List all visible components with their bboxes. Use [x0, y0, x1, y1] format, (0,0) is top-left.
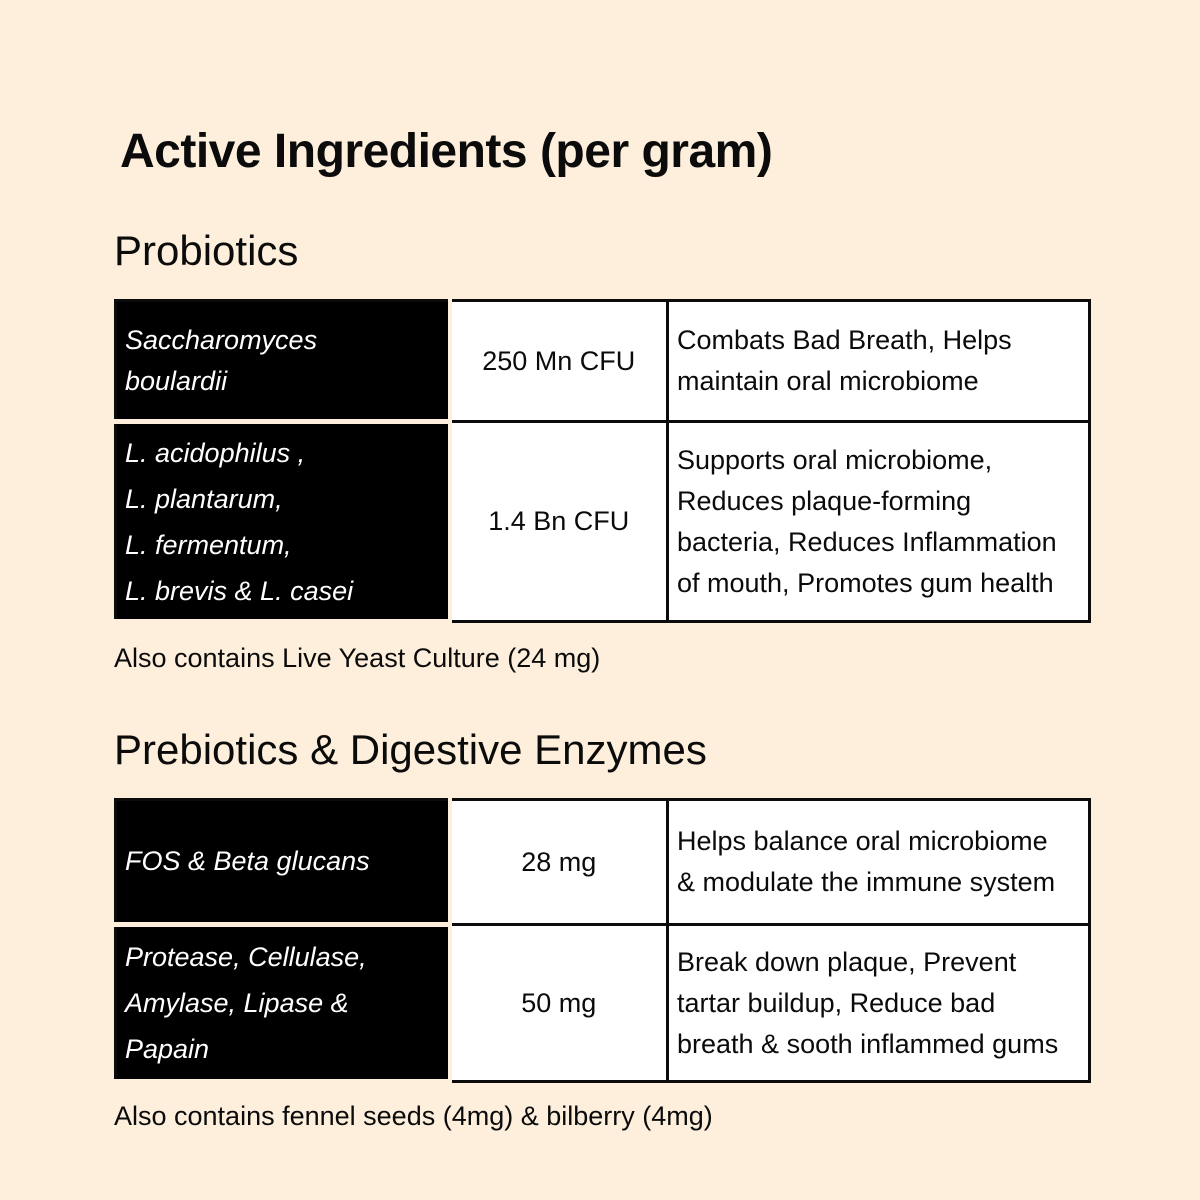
ingredient-name-line: boulardii: [125, 365, 228, 396]
page-title: Active Ingredients (per gram): [120, 125, 773, 178]
ingredient-name-line: L. brevis & L. casei: [125, 575, 354, 606]
ingredient-name-line: L. acidophilus ,: [125, 437, 306, 468]
ingredient-benefit-cell: [668, 925, 1090, 1082]
benefit-line: Combats Bad Breath, Helps: [677, 325, 1012, 355]
ingredient-name-line: FOS & Beta glucans: [125, 846, 370, 876]
ingredient-name-line: Papain: [125, 1034, 210, 1064]
ingredient-benefit-cell: [668, 800, 1090, 925]
probiotics-table: [114, 299, 1091, 624]
benefit-line: maintain oral microbiome: [677, 366, 979, 396]
ingredient-name-cell: [116, 301, 450, 422]
ingredient-amount: 50 mg: [450, 925, 668, 1082]
prebiotics-note: Also contains fennel seeds (4mg) & bilberry (4mg): [114, 1101, 713, 1131]
ingredient-benefit-cell: [668, 301, 1090, 422]
table-row: [116, 301, 1090, 422]
ingredient-amount: 250 Mn CFU: [450, 301, 668, 422]
benefit-line: Break down plaque, Prevent: [677, 946, 1017, 977]
benefit-line: bacteria, Reduces Inflammation: [677, 526, 1057, 557]
ingredient-name-cell: [116, 800, 450, 925]
benefit-line: Supports oral microbiome,: [677, 444, 993, 475]
table-row: [116, 925, 1090, 1082]
benefit-line: tartar buildup, Reduce bad: [677, 987, 996, 1018]
ingredient-name-cell: [116, 925, 450, 1082]
ingredient-name-line: Protease, Cellulase,: [125, 942, 367, 972]
section-heading-prebiotics: Prebiotics & Digestive Enzymes: [114, 726, 707, 773]
benefit-line: of mouth, Promotes gum health: [677, 567, 1054, 598]
ingredient-benefit-cell: [668, 422, 1090, 622]
section-heading-probiotics: Probiotics: [114, 227, 299, 274]
benefit-line: Helps balance oral microbiome: [677, 826, 1048, 856]
ingredient-name-line: Saccharomyces: [125, 324, 318, 355]
ingredient-name-cell: [116, 422, 450, 622]
ingredient-amount: 1.4 Bn CFU: [450, 422, 668, 622]
prebiotics-table: [114, 798, 1091, 1084]
ingredient-name-line: Amylase, Lipase &: [125, 988, 349, 1018]
ingredient-amount: 28 mg: [450, 800, 668, 925]
probiotics-note: Also contains Live Yeast Culture (24 mg): [114, 643, 601, 673]
table-row: [116, 800, 1090, 925]
benefit-line: Reduces plaque-forming: [677, 485, 972, 516]
ingredient-name-line: L. fermentum,: [125, 529, 292, 560]
benefit-line: breath & sooth inflammed gums: [677, 1028, 1059, 1059]
benefit-line: & modulate the immune system: [677, 867, 1056, 897]
ingredient-name-line: L. plantarum,: [125, 483, 283, 514]
table-row: [116, 422, 1090, 622]
